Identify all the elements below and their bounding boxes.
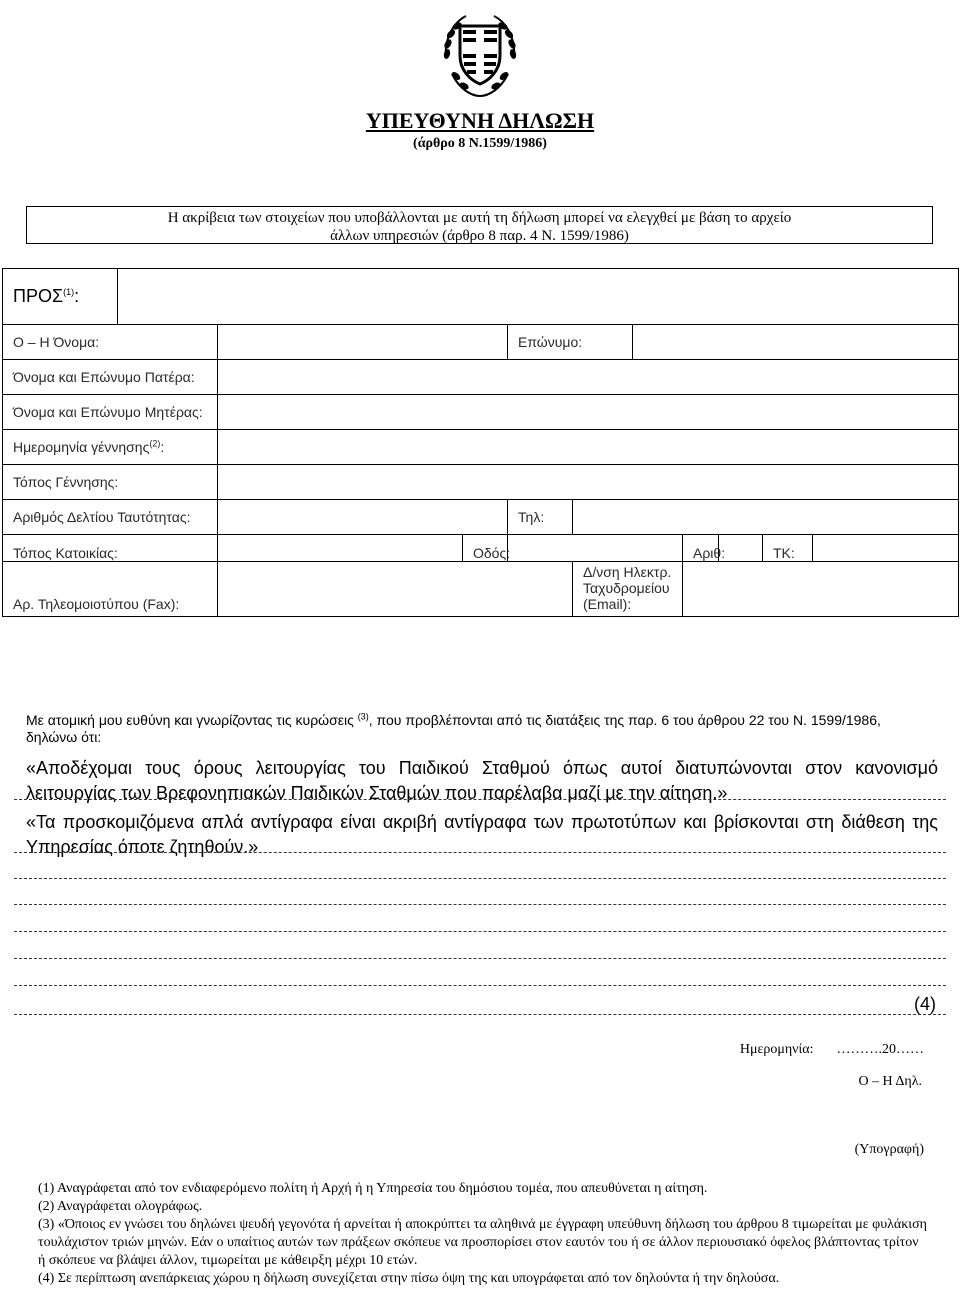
declaration-intro: Με ατομική μου ευθύνη και γνωρίζοντας τις κυρώσεις $^{(3)}$, που προβλέπονται από τις διατάξεις της παρ. 6 του άρθρου 22 του Ν. 1599/1986, δηλώνω ότι: (26, 711, 881, 745)
footnotes (38, 1180, 928, 1288)
father-name-label: Όνομα και Επώνυμο Πατέρα: (3, 360, 218, 395)
mother-name-field[interactable] (218, 395, 959, 430)
greek-coat-of-arms-icon (432, 4, 528, 100)
date-row (740, 1042, 924, 1058)
date-field[interactable]: ……….20…… (836, 1042, 924, 1057)
blank-line[interactable] (14, 1014, 946, 1015)
blank-line[interactable] (14, 931, 946, 932)
number-field[interactable] (719, 535, 763, 562)
declarant-details-form (2, 268, 959, 617)
notice-line-2: άλλων υπηρεσιών (άρθρο 8 παρ. 4 Ν. 1599/1986) (330, 228, 629, 244)
date-label: Ημερομηνία: (739, 1042, 814, 1057)
name-field[interactable] (218, 325, 508, 360)
birth-date-field[interactable] (218, 430, 959, 465)
surname-field[interactable] (633, 325, 959, 360)
footnote-4: (4) Σε περίπτωση ανεπάρκειας χώρου η δήλωση συνεχίζεται στην πίσω όψη της και υπογράφεται από τον δηλούντα ή την δηλούσα. (38, 1271, 780, 1286)
notice-line-1: Η ακρίβεια των στοιχείων που υποβάλλονται με αυτή τη δήλωση μπορεί να ελεγχθεί με βάση το αρχείο (167, 210, 792, 226)
signature-label: (Υπογραφή) (854, 1142, 924, 1157)
father-name-field[interactable] (218, 360, 959, 395)
birthplace-label: Τόπος Γέννησης: (3, 465, 218, 500)
residence-label: Τόπος Κατοικίας: (3, 535, 218, 562)
email-field[interactable] (683, 562, 959, 617)
statement-line (14, 852, 946, 853)
phone-label: Τηλ: (508, 500, 573, 535)
street-field[interactable] (508, 535, 683, 562)
footnote-2: (2) Αναγράφεται ολογράφως. (38, 1199, 203, 1214)
postcode-label: ΤΚ: (763, 535, 813, 562)
declarant-label: Ο – Η Δηλ. (858, 1074, 922, 1089)
fax-label: Αρ. Τηλεομοιοτύπου (Fax): (3, 562, 218, 617)
postcode-field[interactable] (813, 535, 959, 562)
blank-line[interactable] (14, 904, 946, 905)
email-label: Δ/νση Ηλεκτρ. Ταχυδρομείου (Email): (573, 562, 683, 617)
blank-line[interactable] (14, 878, 946, 879)
street-label: Οδός: (463, 535, 508, 562)
document-subtitle: (άρθρο 8 Ν.1599/1986) (413, 136, 547, 151)
verification-notice (26, 206, 933, 244)
blank-line[interactable] (14, 958, 946, 959)
id-number-label: Αριθμός Δελτίου Ταυτότητας: (3, 500, 218, 535)
to-label: ΠΡΟΣ$^{(1)}$: (3, 269, 118, 325)
blank-line[interactable] (14, 985, 946, 986)
footnote-4-marker: (4) (914, 994, 936, 1014)
footnote-1: (1) Αναγράφεται από τον ενδιαφερόμενο πολίτη ή Αρχή ή η Υπηρεσία του δημόσιου τομέα, που απευθύνεται η αίτηση. (38, 1181, 708, 1196)
statement-copies: «Τα προσκομιζόμενα απλά αντίγραφα είναι ακριβή αντίγραφα των πρωτοτύπων και βρίσκονται στη διάθεση της Υπηρεσίας όποτε ζητηθούν.» (26, 812, 938, 857)
number-label: Αριθ: (683, 535, 719, 562)
document-title: ΥΠΕΥΘΥΝΗ ΔΗΛΩΣΗ (365, 108, 595, 133)
phone-field[interactable] (573, 500, 959, 535)
to-field[interactable] (118, 269, 959, 325)
mother-name-label: Όνομα και Επώνυμο Μητέρας: (3, 395, 218, 430)
statement-terms: «Αποδέχομαι τους όρους λειτουργίας του Παιδικού Σταθμού όπως αυτοί διατυπώνονται στον κανονισμό λειτουργίας των Βρεφονηπιακών Παιδικών Σταθμών που παρέλαβα μαζί με την αίτηση.» (26, 758, 938, 803)
surname-label: Επώνυμο: (508, 325, 633, 360)
residence-field[interactable] (218, 535, 463, 562)
birthplace-field[interactable] (218, 465, 959, 500)
name-label: Ο – Η Όνομα: (3, 325, 218, 360)
declaration-statements (26, 756, 938, 864)
birth-date-label: Ημερομηνία γέννησης$^{(2)}$: (3, 430, 218, 465)
id-number-field[interactable] (218, 500, 508, 535)
footnote-3: (3) «Όποιος εν γνώσει του δηλώνει ψευδή γεγονότα ή αρνείται ή αποκρύπτει τα αληθινά με έγγραφη υπεύθυνη δήλωση του άρθρου 8 τιμωρείται με φυλάκιση τουλάχιστον τριών μηνών. Εάν ο υπαίτιος αυτών των πράξεων σκόπευε να προσπορίσει στον εαυτόν του ή σε άλλον περιουσιακό όφελος βλάπτοντας τρίτον ή σκόπευε να βλάψει άλλον, τιμωρείται με κάθειρξη μέχρι 10 ετών. (38, 1217, 927, 1268)
fax-field[interactable] (218, 562, 573, 617)
statement-line (14, 799, 946, 800)
